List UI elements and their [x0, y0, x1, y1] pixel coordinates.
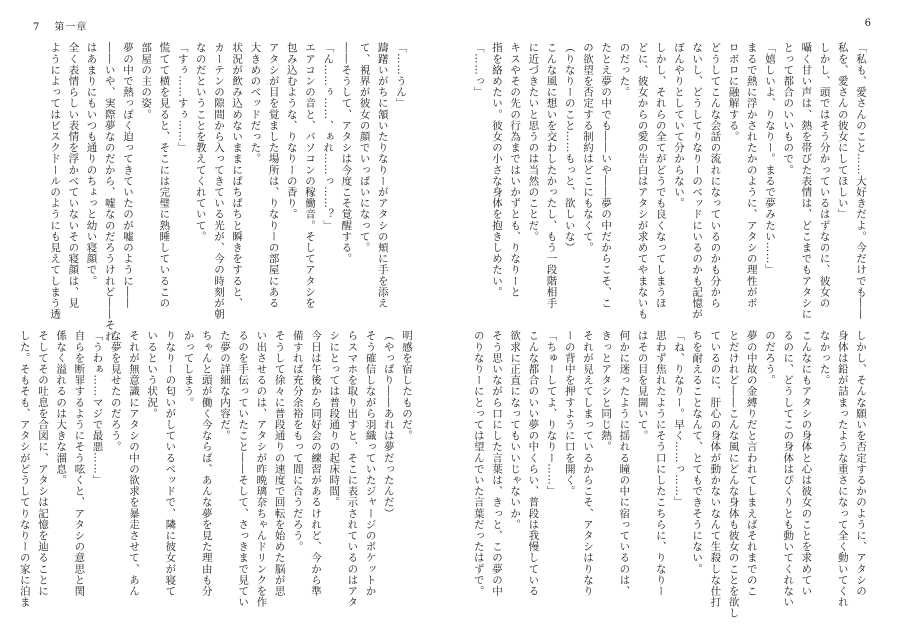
right-page-number: 6 [864, 18, 872, 29]
text-line: 包み込むような、りなりーの香り。 [285, 42, 298, 220]
text-line: ぼんやりとしていて分からない。 [672, 42, 685, 209]
text-line: そう思いながら口にした言葉は、きっと、この夢の中 [490, 330, 503, 597]
text-line: 「うわぁ……マジで最悪……」 [91, 330, 104, 486]
text-line: 夢の中で熱っぽく迫ってきていたのが嘘のように―― [121, 42, 134, 309]
text-line: 部屋の主の姿。 [140, 42, 153, 120]
text-line: い出させるのは、アタシが昨晩璃奈ちゃんドリンクを作 [255, 330, 268, 608]
text-line: エアコンの音と、パソコンの稼働音。そしてアタシを [303, 42, 316, 309]
text-line: しかし、頭ではそう分かっているはずなのに、彼女の [818, 42, 831, 309]
text-line: 備すれば充分余裕をもって間に合うだろう。 [291, 330, 304, 552]
text-line: （りなりーのこと……もっと、欲しいな） [563, 42, 576, 253]
text-line: きっとアタシと同じ熱。 [600, 330, 613, 453]
text-line: こんな都合のいい夢の中くらい、普段は我慢している [527, 330, 540, 597]
text-line: こんなにもアタシの身体と心は彼女のことを求めてい [800, 330, 813, 597]
text-line: て、視界が彼女の顔でいっぱいになって。 [358, 42, 371, 253]
text-line: 何かに迷ったように揺れる瞳の中に宿っているのは、 [618, 330, 631, 597]
text-line: るのに、どうしてこの身体はぴくりとも動いてくれない [782, 330, 795, 608]
text-line: 躊躇いがちに頷いたりなりーがアタシの頬に手を添え [376, 42, 389, 309]
text-line: なかった。 [818, 330, 831, 386]
text-line: それが見えてしまっているからこそ、アタシはりなり [581, 330, 594, 597]
text-line: 「ちゅーしてよ、りなりー……」 [545, 330, 558, 497]
text-line: 身体は鉛が詰まったような重さになって全く動いてくれ [836, 330, 849, 608]
text-line: キスやその先の行為まではいかずとも、りなりーと [509, 42, 522, 298]
text-line: 大きめのベッドだった。 [249, 42, 262, 165]
text-line: 係なく溢れるのは大きな溜息。 [55, 330, 68, 486]
text-line: らスマホを取り出すと、そこに表示されているのはアタ [346, 330, 359, 608]
text-line: 「……っ」 [472, 42, 485, 98]
text-line: そう確信しながら羽織っていたジャージのポケットか [364, 330, 377, 597]
text-line: ているのに、肝心の身体が動かないなんて生殺しな仕打 [709, 330, 722, 608]
text-line: しかし、それらの全てがどうでも良くなってしまうほ [654, 42, 667, 309]
text-line: なのだということを教えてくれていて。 [194, 42, 207, 242]
text-line: ようによってはビスクドールのようにも見えてしまう透 [49, 42, 62, 320]
text-line: のりなりーにとっては望んでいた言葉だったはずで。 [472, 330, 485, 597]
text-line: 慌てて横を見ると、そこには完璧に熟睡しているこの [158, 42, 171, 309]
text-line: どに、彼女からの愛の告白はアタシが求めてやまないも [636, 42, 649, 320]
text-line: に近づきたいと思うのは当然のことだ。 [527, 42, 540, 242]
text-line: （やっぱり――あれは夢だったんだ） [382, 330, 395, 519]
left-page-header [33, 18, 87, 33]
text-line: はその目を見開いて。 [636, 330, 649, 441]
text-line: のだった。 [618, 42, 631, 98]
text-line: はあまりにもいつも通りのちょっと幼い寝顔で。 [85, 42, 98, 287]
text-line: 「嬉しいよ、りなりー。まるで夢みたい……」 [763, 42, 776, 276]
text-line: るのを手伝っていたこと――そして、さっきまで見てい [237, 330, 250, 608]
text-line: ないし、どうしてりなりーのベッドにいるのかも記憶が [691, 42, 704, 320]
text-line: たとえ夢の中でも――いや――夢の中だからこそ、こ [600, 42, 613, 309]
text-line: た夢の詳細な内容だ。 [218, 330, 231, 441]
left-page-number: 7 [33, 22, 41, 33]
text-line: な夢を見せたのだろう。 [109, 330, 122, 453]
text-line: 今日は午後から同好会の練習があるけれど、今から準 [309, 330, 322, 597]
text-line: 「すぅ……すぅ……」 [176, 42, 189, 153]
text-line: かってしまう。 [182, 330, 195, 408]
right-page-text-lower [472, 330, 870, 619]
left-page-text-lower [18, 330, 416, 608]
text-line: ――そうして、アタシは今度こそ覚醒する。 [340, 42, 353, 264]
text-line: しかし、そんな願いを否定するかのように、アタシの [855, 330, 867, 597]
text-line: アタシが目を覚ました場所は、りなりーの部屋にある [267, 42, 280, 309]
left-page-text-upper [49, 42, 410, 342]
text-line: ――いや、実際夢なのだから、嘘なのだろうけれど――それ [103, 42, 116, 342]
text-line: 「ん……ぅ……、ぁれ……っ……？」 [322, 42, 335, 231]
text-line: 思わず焦れたようにそう口にしたこちらに、りなりー [654, 330, 667, 597]
text-line: まるで熱に浮かされたかのように、アタシの理性がボ [745, 42, 758, 309]
text-line: シにとっては普段通りの起床時間。 [328, 330, 341, 508]
right-page-header [865, 18, 872, 29]
text-line: りなりーの匂いがしているベッドで、隣に彼女が寝て [164, 330, 177, 597]
text-line: した。そもそも、アタシがどうしてりなりーの家に泊ま [18, 330, 31, 608]
text-line: どうしてこんな会話の流れになっているのかも分から [709, 42, 722, 309]
text-line: 囁く甘い声は、熱を帯びた表情は、どこまでもアタシに [800, 42, 813, 320]
text-line: 「私も、愛さんのこと……大好きだよ。今だけでも―― [855, 42, 867, 320]
text-line: のだろう。 [763, 330, 776, 386]
right-page-text-upper [470, 42, 870, 320]
text-line: こんな風に想いを交わしたかったし、もう一段階相手 [545, 42, 558, 309]
text-line: 夢の中故の金縛りだと言われてしまえばそれまでのこ [745, 330, 758, 597]
text-line: そうして徐々に普段通りの速度で回転を始めた脳が思 [273, 330, 286, 597]
text-line: カーテンの隙間から入ってきている光が、今の時刻が朝 [212, 42, 225, 320]
text-line: ーの背中を押すように口を開く。 [563, 330, 576, 497]
text-line: ちゃんと頭が働く今ならば、あんな夢を見た理由も分 [200, 330, 213, 597]
text-line: 欲求に正直になってもいいじゃないか。 [509, 330, 522, 530]
text-line: 明感を宿したものだ。 [401, 330, 413, 441]
text-line: ちを耐えることなんて、とてもできそうにない。 [691, 330, 704, 575]
text-line: 指を絡めたい。彼女の小さな身体を抱きしめたい。 [490, 42, 503, 298]
text-line: 状況が飲み込めないままにぱちぱちと瞬きをすると、 [231, 42, 244, 309]
text-line: いるという状況。 [146, 330, 159, 419]
text-line: ロボロに融解する。 [727, 42, 740, 142]
text-line: とって都合のいいもので。 [782, 42, 795, 176]
text-line: それが無意識にアタシの中の欲求を暴走させて、あん [127, 330, 140, 597]
text-line: の欲望を否定する制約はどこにもなくて。 [581, 42, 594, 253]
text-line: 私を、愛さんの彼女にしてほしい」 [836, 42, 849, 220]
text-line: とだけれど――こんな風にどんな身体も彼女のことを欲し [727, 330, 740, 619]
text-line: 全く表情らしい表情を浮かべていないその寝顔は、見 [67, 42, 80, 309]
chapter-title: 第一章 [54, 22, 88, 33]
text-line: 「……うん」 [395, 42, 407, 109]
text-line: そしてその吐息を合図に、アタシは記憶を辿ることに [36, 330, 49, 597]
text-line: 自らを断罪するようにそう呟くと、アタシの意思と関 [73, 330, 86, 597]
text-line: 「ね、りなりー。早く……っ……」 [672, 330, 685, 508]
